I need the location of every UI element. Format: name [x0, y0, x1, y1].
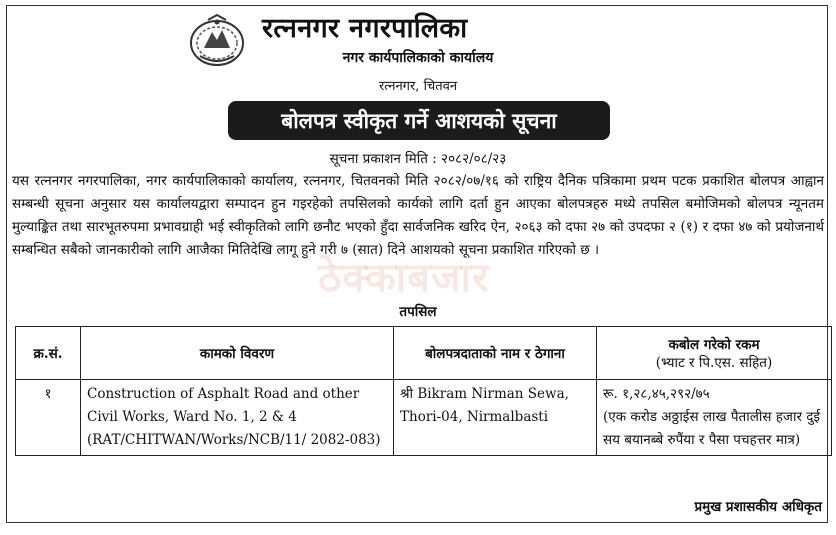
notice-title-banner	[228, 101, 610, 140]
header-amount-line1: कबोल गरेको रकम	[668, 337, 760, 353]
table-header-row	[16, 327, 832, 380]
publication-date: सूचना प्रकाशन मिति : २०८२/०८/२३	[329, 151, 507, 167]
header-sn: क्र.सं.	[16, 327, 81, 380]
table-caption: तपसिल	[399, 304, 437, 320]
header-amount-line2: (भ्याट र पि.एस. सहित)	[655, 355, 773, 371]
row-amount-words: (एक करोड अठ्ठाईस लाख पैतालीस हजार दुई सय बयानब्बे रुपैंया र पैसा पचहत्तर मात्र)	[603, 409, 821, 448]
signatory-title: प्रमुख प्रशासकीय अधिकृत	[694, 499, 822, 515]
header-bidder: बोलपत्रदाताको नाम र ठेगाना	[394, 327, 597, 380]
row-amount-cell	[597, 380, 832, 456]
notice-body: यस रत्ननगर नगरपालिका, नगर कार्यपालिकाको कार्यालय, रत्ननगर, चितवनको मिति २०८२/०७/१६ को राष्ट्रिय दैनिक पत्रिकामा प्रथम पटक प्रकाशित बोलपत्र आह्वान सम्बन्धी सूचना अनुसार यस कार्यालयद्वारा सम्पादन हुन गइरहेको तपसिलको कार्यको लागि दर्ता हुन आएका बोलपत्रहरु मध्ये तपसिल बमोजिमको बोलपत्र न्यूनतम मुल्याङ्कित तथा सारभूतरुपमा प्रभावग्राही भई स्वीकृतिको लागि छनौट भएको हुँदा सार्वजनिक खरिद ऐन, २०६३ को दफा २७ को उपदफा २ (१) र दफा ४७ को प्रयोजनार्थ सम्बन्धित सबैको जानकारीको लागि आजैका मितिदेखि लागू हुने गरी ७ (सात) दिने आशयको सूचना प्रकाशित गरिएको छ ।	[12, 173, 824, 258]
tender-table	[15, 326, 832, 456]
table-row	[16, 380, 832, 456]
municipality-title: रत्ननगर नगरपालिका	[262, 13, 468, 44]
header-description: कामको विवरण	[81, 327, 394, 380]
office-location: रत्ननगर, चितवन	[378, 79, 458, 94]
office-subtitle: नगर कार्यपालिकाको कार्यालय	[342, 50, 494, 66]
header-amount	[597, 327, 832, 380]
row-bidder: श्री Bikram Nirman Sewa, Thori-04, Nirmalbasti	[394, 380, 597, 456]
row-description: Construction of Asphalt Road and other Civil Works, Ward No. 1, 2 & 4 (RAT/CHITWAN/Works/NCB/11/ 2082-083)	[81, 380, 394, 456]
row-amount: रू. १,२८,४५,२९२/७५	[603, 386, 710, 402]
watermark: ठेक्काबजार	[318, 255, 490, 301]
notice-title: बोलपत्र स्वीकृत गर्ने आशयको सूचना	[281, 108, 557, 133]
row-sn: १	[16, 380, 81, 456]
